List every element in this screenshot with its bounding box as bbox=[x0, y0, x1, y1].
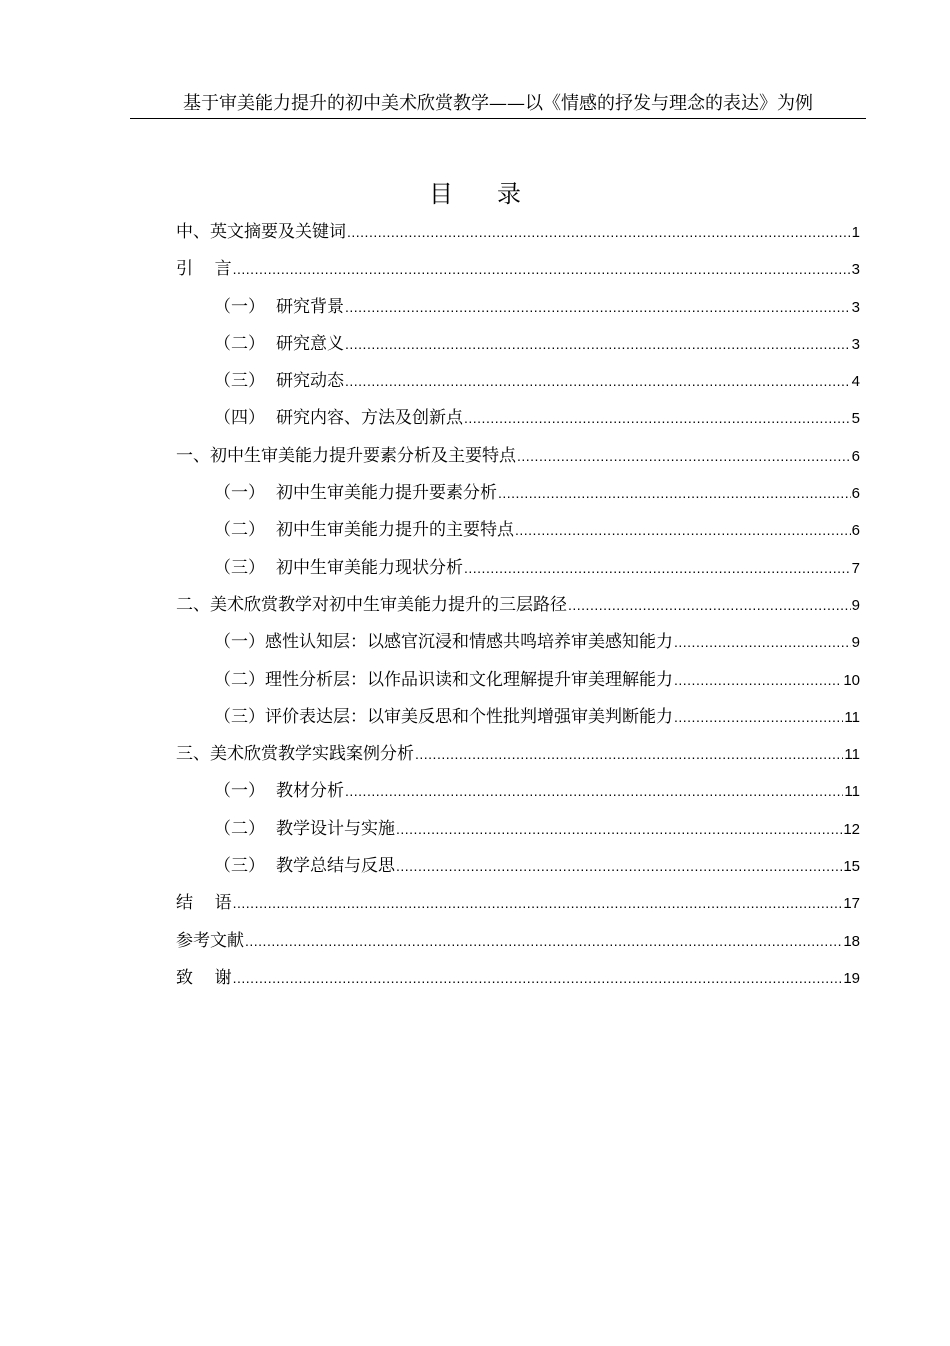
toc-entry[interactable] bbox=[176, 630, 860, 667]
toc-leader-dots bbox=[674, 668, 842, 692]
toc-entry-title: 中、英文摘要及关键词 bbox=[176, 222, 346, 242]
toc-entry-number: （三） bbox=[214, 557, 265, 578]
toc-leader-dots bbox=[498, 481, 851, 505]
toc-entry-title: 教学总结与反思 bbox=[276, 856, 395, 877]
toc-entry-title: 评价表达层：以审美反思和个性批判增强审美判断能力 bbox=[265, 706, 673, 727]
toc-entry-title: 初中生审美能力提升要素分析 bbox=[276, 483, 497, 504]
toc-entry[interactable] bbox=[176, 779, 860, 816]
toc-entry-number: （三） bbox=[214, 371, 265, 392]
toc-entry-page: 9 bbox=[851, 634, 860, 652]
toc-leader-dots bbox=[347, 220, 851, 244]
toc-entry[interactable] bbox=[176, 854, 860, 891]
toc-entry-title: 初中生审美能力提升的主要特点 bbox=[276, 520, 514, 541]
toc-leader-dots bbox=[233, 257, 851, 281]
toc-entry[interactable] bbox=[176, 518, 860, 555]
toc-entry-title: 研究动态 bbox=[276, 371, 344, 392]
toc-entry-page: 1 bbox=[851, 224, 860, 241]
toc-title bbox=[0, 178, 950, 210]
toc-entry-title: 三、美术欣赏教学实践案例分析 bbox=[176, 744, 414, 765]
toc-entry-page: 9 bbox=[851, 596, 860, 614]
running-header: 基于审美能力提升的初中美术欣赏教学——以《情感的抒发与理念的表达》为例 bbox=[130, 92, 866, 119]
toc-entry-title: 一、初中生审美能力提升要素分析及主要特点 bbox=[176, 445, 516, 466]
toc-entry-number: （一） bbox=[214, 483, 265, 504]
toc-entry-number: （四） bbox=[214, 408, 265, 429]
toc-entry-page: 19 bbox=[843, 969, 860, 987]
toc-entry-title: 致 谢 bbox=[176, 967, 232, 988]
toc-entry-page: 11 bbox=[844, 746, 860, 764]
toc-entry-number: （一） bbox=[214, 781, 265, 802]
toc-leader-dots bbox=[233, 891, 843, 915]
toc-entry-number: （二） bbox=[214, 520, 265, 541]
toc-leader-dots bbox=[345, 332, 851, 356]
toc-entry[interactable] bbox=[176, 369, 860, 406]
toc-entry[interactable] bbox=[176, 929, 860, 966]
toc-entry-title: 研究意义 bbox=[276, 333, 344, 354]
toc-entry-page: 3 bbox=[851, 261, 860, 279]
toc-entry-title: 初中生审美能力现状分析 bbox=[276, 557, 463, 578]
toc-leader-dots bbox=[674, 705, 843, 729]
toc-leader-dots bbox=[517, 444, 851, 468]
toc-entry-number: （二） bbox=[214, 818, 265, 839]
toc-leader-dots bbox=[245, 929, 842, 953]
toc-entry-title: 研究内容、方法及创新点 bbox=[276, 408, 463, 429]
toc-title-part1: 目 bbox=[429, 180, 453, 208]
toc-entry[interactable] bbox=[176, 742, 860, 779]
toc-entry[interactable] bbox=[176, 295, 860, 332]
toc-entry-title: 研究背景 bbox=[276, 296, 344, 317]
toc-entry-page: 17 bbox=[843, 895, 860, 913]
toc-leader-dots bbox=[515, 518, 851, 542]
toc-entry-number: （二） bbox=[214, 669, 265, 690]
toc-entry-page: 12 bbox=[843, 820, 860, 838]
toc-leader-dots bbox=[345, 369, 851, 393]
table-of-contents bbox=[176, 220, 860, 1003]
toc-entry-page: 7 bbox=[851, 559, 860, 577]
toc-entry-number: （三） bbox=[214, 706, 265, 727]
toc-entry-title: 教学设计与实施 bbox=[276, 818, 395, 839]
toc-entry[interactable] bbox=[176, 891, 860, 928]
toc-entry-title: 参考文献 bbox=[176, 930, 244, 951]
toc-entry[interactable] bbox=[176, 257, 860, 294]
toc-entry-title: 理性分析层：以作品识读和文化理解提升审美理解能力 bbox=[265, 669, 673, 690]
toc-entry[interactable] bbox=[176, 966, 860, 1003]
toc-leader-dots bbox=[396, 854, 842, 878]
toc-leader-dots bbox=[674, 630, 851, 654]
toc-entry-title: 结 语 bbox=[176, 893, 232, 914]
toc-leader-dots bbox=[345, 779, 843, 803]
toc-entry[interactable] bbox=[176, 593, 860, 630]
toc-entry-page: 3 bbox=[851, 335, 860, 353]
toc-entry[interactable] bbox=[176, 220, 860, 257]
toc-entry-page: 6 bbox=[851, 522, 860, 540]
toc-entry-page: 6 bbox=[851, 447, 860, 465]
toc-entry-page: 6 bbox=[851, 485, 860, 503]
toc-leader-dots bbox=[345, 295, 851, 319]
toc-leader-dots bbox=[464, 406, 851, 430]
toc-entry[interactable] bbox=[176, 332, 860, 369]
toc-leader-dots bbox=[464, 556, 851, 580]
toc-entry[interactable] bbox=[176, 817, 860, 854]
toc-entry-number: （二） bbox=[214, 333, 265, 354]
toc-entry-number: （三） bbox=[214, 856, 265, 877]
toc-leader-dots bbox=[396, 817, 842, 841]
toc-entry-page: 18 bbox=[843, 932, 860, 950]
toc-title-part2: 录 bbox=[497, 180, 521, 208]
toc-entry[interactable] bbox=[176, 481, 860, 518]
toc-entry-title: 感性认知层：以感官沉浸和情感共鸣培养审美感知能力 bbox=[265, 632, 673, 653]
toc-leader-dots bbox=[233, 966, 843, 990]
toc-entry-page: 11 bbox=[844, 708, 860, 726]
toc-entry-page: 10 bbox=[843, 671, 860, 689]
toc-entry[interactable] bbox=[176, 444, 860, 481]
toc-entry[interactable] bbox=[176, 668, 860, 705]
toc-entry-page: 11 bbox=[844, 783, 860, 801]
toc-leader-dots bbox=[415, 742, 843, 766]
toc-entry-number: （一） bbox=[214, 296, 265, 317]
toc-entry-title: 引 言 bbox=[176, 259, 232, 280]
toc-entry-page: 3 bbox=[851, 298, 860, 316]
toc-entry-number: （一） bbox=[214, 632, 265, 653]
toc-entry[interactable] bbox=[176, 556, 860, 593]
toc-entry-page: 4 bbox=[851, 373, 860, 391]
toc-entry-title: 二、美术欣赏教学对初中生审美能力提升的三层路径 bbox=[176, 594, 567, 615]
toc-entry[interactable] bbox=[176, 406, 860, 443]
toc-entry-page: 5 bbox=[851, 410, 860, 428]
toc-entry-title: 教材分析 bbox=[276, 781, 344, 802]
toc-leader-dots bbox=[568, 593, 851, 617]
toc-entry-page: 15 bbox=[843, 858, 860, 876]
toc-entry[interactable] bbox=[176, 705, 860, 742]
